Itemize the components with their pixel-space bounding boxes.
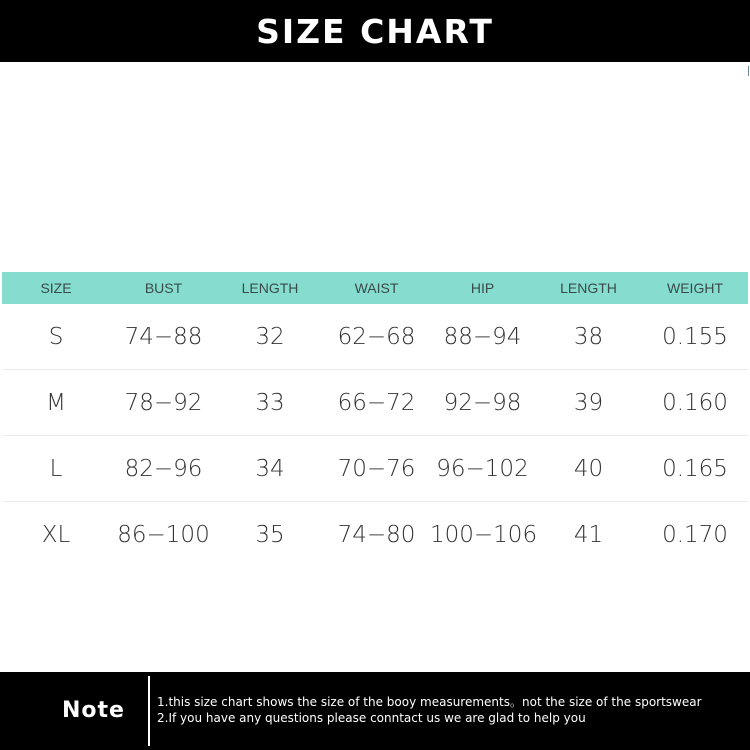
cell-waist: 70−76 [337,455,416,482]
page-title: SIZE CHART [256,11,494,51]
cell-hip: 96−102 [436,455,529,482]
cell-hip: 88−94 [443,323,522,350]
cell-weight: 0.170 [662,521,728,548]
column-header-waist: WAIST [354,280,399,296]
cell-length-2: 41 [573,521,604,548]
note-bar [0,672,750,750]
cell-length-2: 38 [573,323,604,350]
cell-bust: 78−92 [124,389,203,416]
cell-length: 35 [255,521,285,548]
note-text [157,694,702,726]
cell-weight: 0.160 [662,389,728,416]
cell-waist: 74−80 [337,521,416,548]
cell-bust: 74−88 [124,323,203,350]
header-bar [0,0,750,62]
cell-weight: 0.165 [662,455,728,482]
column-header-size: SIZE [40,280,72,296]
cell-length-2: 39 [573,389,604,416]
column-header-length: LENGTH [241,280,299,296]
cell-length: 32 [255,323,285,350]
table-row [2,502,748,567]
cell-weight: 0.155 [662,323,728,350]
column-header-length-2: LENGTH [560,280,617,296]
column-header-weight: WEIGHT [667,280,723,296]
table-row [2,370,748,436]
note-line-1: 1.this size chart shows the size of the booy measurements。not the size of the sportswear [157,695,702,709]
cell-waist: 66−72 [337,389,416,416]
cell-length: 34 [255,455,285,482]
table-row [2,436,748,502]
cell-bust: 82−96 [124,455,203,482]
note-divider [148,676,150,746]
cell-size: L [49,455,63,482]
table-row [2,304,748,370]
cell-length: 33 [255,389,285,416]
table-header-row [2,272,748,304]
note-label: Note [62,698,125,723]
cell-hip: 100−106 [430,521,538,548]
cell-length-2: 40 [573,455,604,482]
column-header-bust: BUST [144,280,183,296]
column-header-hip: HIP [470,280,495,296]
cell-bust: 86−100 [117,521,210,548]
size-table [2,272,748,567]
cell-size: M [46,389,66,416]
cell-waist: 62−68 [337,323,416,350]
cell-size: S [48,323,64,350]
note-line-2: 2.If you have any questions please conntact us we are glad to help you [157,711,586,725]
edge-mark [748,66,749,76]
cell-hip: 92−98 [443,389,522,416]
cell-size: XL [41,521,71,548]
